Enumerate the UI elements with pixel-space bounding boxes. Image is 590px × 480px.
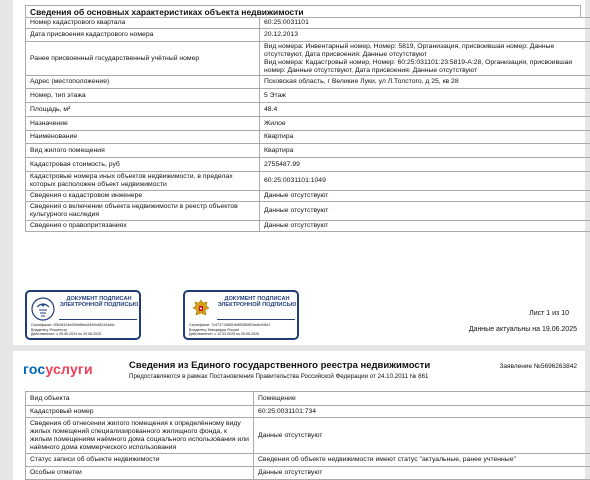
row-label: Сведения о кадастровом инженере bbox=[26, 191, 260, 202]
row-label: Особые отметки bbox=[26, 467, 254, 480]
row-label: Сведения о правопритязаниях bbox=[26, 221, 260, 232]
row-value: 20.12.2013 bbox=[260, 29, 590, 42]
stamp-certificate: Сертификат: 7c4737136651b6ff35f0f81be6c9461f bbox=[189, 323, 270, 327]
row-value: Данные отсутствуют bbox=[254, 418, 590, 454]
row-value: 60:25:0031101 bbox=[260, 18, 590, 29]
table-row bbox=[26, 29, 590, 42]
row-label: Сведения об отнесении жилого помещения к определённому виду жилых помещений специализированного жилищного фонда, к жилым помещениям наёмного дома социального использования или наёмного дома коммерческого использования bbox=[26, 418, 254, 454]
row-label: Статус записи об объекте недвижимости bbox=[26, 454, 254, 467]
table-row bbox=[26, 117, 590, 131]
row-label: Наименование bbox=[26, 131, 260, 144]
row-label: Номер кадастрового квартала bbox=[26, 18, 260, 29]
table-row bbox=[26, 418, 590, 454]
actual-date: Данные актуальны на 19.06.2025 bbox=[468, 326, 577, 333]
row-label: Вид объекта bbox=[26, 392, 254, 406]
document-page-2 bbox=[13, 351, 585, 480]
row-label: Кадастровая стоимость, руб bbox=[26, 158, 260, 172]
section-title: Сведения об основных характеристиках объекта недвижимости bbox=[25, 5, 581, 17]
document-title: Сведения из Единого государственного реестра недвижимости bbox=[129, 360, 431, 371]
row-label: Назначение bbox=[26, 117, 260, 131]
registry-table bbox=[25, 391, 590, 480]
row-value: Данные отсутствуют bbox=[254, 467, 590, 480]
table-row bbox=[26, 76, 590, 89]
row-value: Квартира bbox=[260, 131, 590, 144]
table-row bbox=[26, 131, 590, 144]
logo-part-uslugi: услуги bbox=[45, 361, 93, 377]
table-row bbox=[26, 221, 590, 232]
document-page-1 bbox=[13, 0, 585, 345]
row-label: Кадастровый номер bbox=[26, 406, 254, 418]
table-row bbox=[26, 406, 590, 418]
row-label: Кадастровые номера иных объектов недвижимости, в пределах которых расположен объект недвижимости bbox=[26, 172, 260, 191]
stamp-owner: Владелец: Росреестр bbox=[31, 327, 68, 332]
row-value: Сведения об объекте недвижимости имеют статус "актуальные, ранее учтенные" bbox=[254, 454, 590, 467]
stamp-title: ДОКУМЕНТ ПОДПИСАН ЭЛЕКТРОННОЙ ПОДПИСЬЮ bbox=[59, 296, 139, 309]
row-value: Квартира bbox=[260, 144, 590, 158]
table-row bbox=[26, 42, 590, 76]
stamp-certificate: Сертификат: 00b08104e090e88ed3490cd52444a9c bbox=[31, 323, 115, 327]
sheet-number: Лист 1 из 10 bbox=[529, 310, 569, 317]
row-value: 5 Этаж bbox=[260, 89, 590, 103]
table-row bbox=[26, 172, 590, 191]
row-value: Данные отсутствуют bbox=[260, 221, 590, 232]
row-label: Вид жилого помещения bbox=[26, 144, 260, 158]
row-label: Сведения о включении объекта недвижимости в реестр объектов культурного наследия bbox=[26, 202, 260, 221]
gosuslugi-logo bbox=[23, 361, 93, 377]
characteristics-table bbox=[25, 17, 590, 232]
table-row bbox=[26, 467, 590, 480]
row-label: Номер, тип этажа bbox=[26, 89, 260, 103]
table-row bbox=[26, 202, 590, 221]
table-row bbox=[26, 89, 590, 103]
row-label: Дата присвоения кадастрового номера bbox=[26, 29, 260, 42]
stamp-title: ДОКУМЕНТ ПОДПИСАН ЭЛЕКТРОННОЙ ПОДПИСЬЮ bbox=[217, 296, 297, 309]
table-row bbox=[26, 18, 590, 29]
row-value: Данные отсутствуют bbox=[260, 202, 590, 221]
table-row bbox=[26, 144, 590, 158]
table-row bbox=[26, 103, 590, 117]
table-row bbox=[26, 392, 590, 406]
row-label: Площадь, м² bbox=[26, 103, 260, 117]
row-label: Ранее присвоенный государственный учётный номер bbox=[26, 42, 260, 76]
table-row bbox=[26, 454, 590, 467]
row-label: Адрес (местоположение) bbox=[26, 76, 260, 89]
logo-part-gos: гос bbox=[23, 361, 46, 377]
row-value: Помещение bbox=[254, 392, 590, 406]
document-subtitle: Предоставляются в рамках Постановления Правительства Российской Федерации от 24.10.2011 № 861 bbox=[129, 373, 429, 380]
row-value: 60:25:0031101:1049 bbox=[260, 172, 590, 191]
row-value: Псковская область, г Великие Луки, ул Л.Толстого, д 25, кв 28 bbox=[260, 76, 590, 89]
row-value: Жилое bbox=[260, 117, 590, 131]
application-number: Заявление №5696263842 bbox=[499, 363, 577, 370]
stamp-validity: Действителен: с 05.06.2024 по 29.08.2025 bbox=[31, 332, 102, 337]
stamp-owner: Владелец: Минцифры России bbox=[189, 327, 240, 332]
table-row bbox=[26, 191, 590, 202]
row-value: 2755487.99 bbox=[260, 158, 590, 172]
row-value: 48.4 bbox=[260, 103, 590, 117]
row-value: Вид номера: Инвентарный номер, Номер: 5819, Организация, присвоившая номер: Данные отсутствуют, Дата присвоения: Данные отсутствуют Вид номера: Кадастровый номер, Номер: 60:25:031101:23:5819-А:28, Организация, присвоившая номер: Данные отсутствуют, Дата присвоения: Данные отсутствуют bbox=[260, 42, 590, 76]
stamp-validity: Действителен: с 12.03.2025 по 05.06.2026 bbox=[189, 332, 260, 337]
table-row bbox=[26, 158, 590, 172]
row-value: 60:25:0031101:734 bbox=[254, 406, 590, 418]
row-value: Данные отсутствуют bbox=[260, 191, 590, 202]
